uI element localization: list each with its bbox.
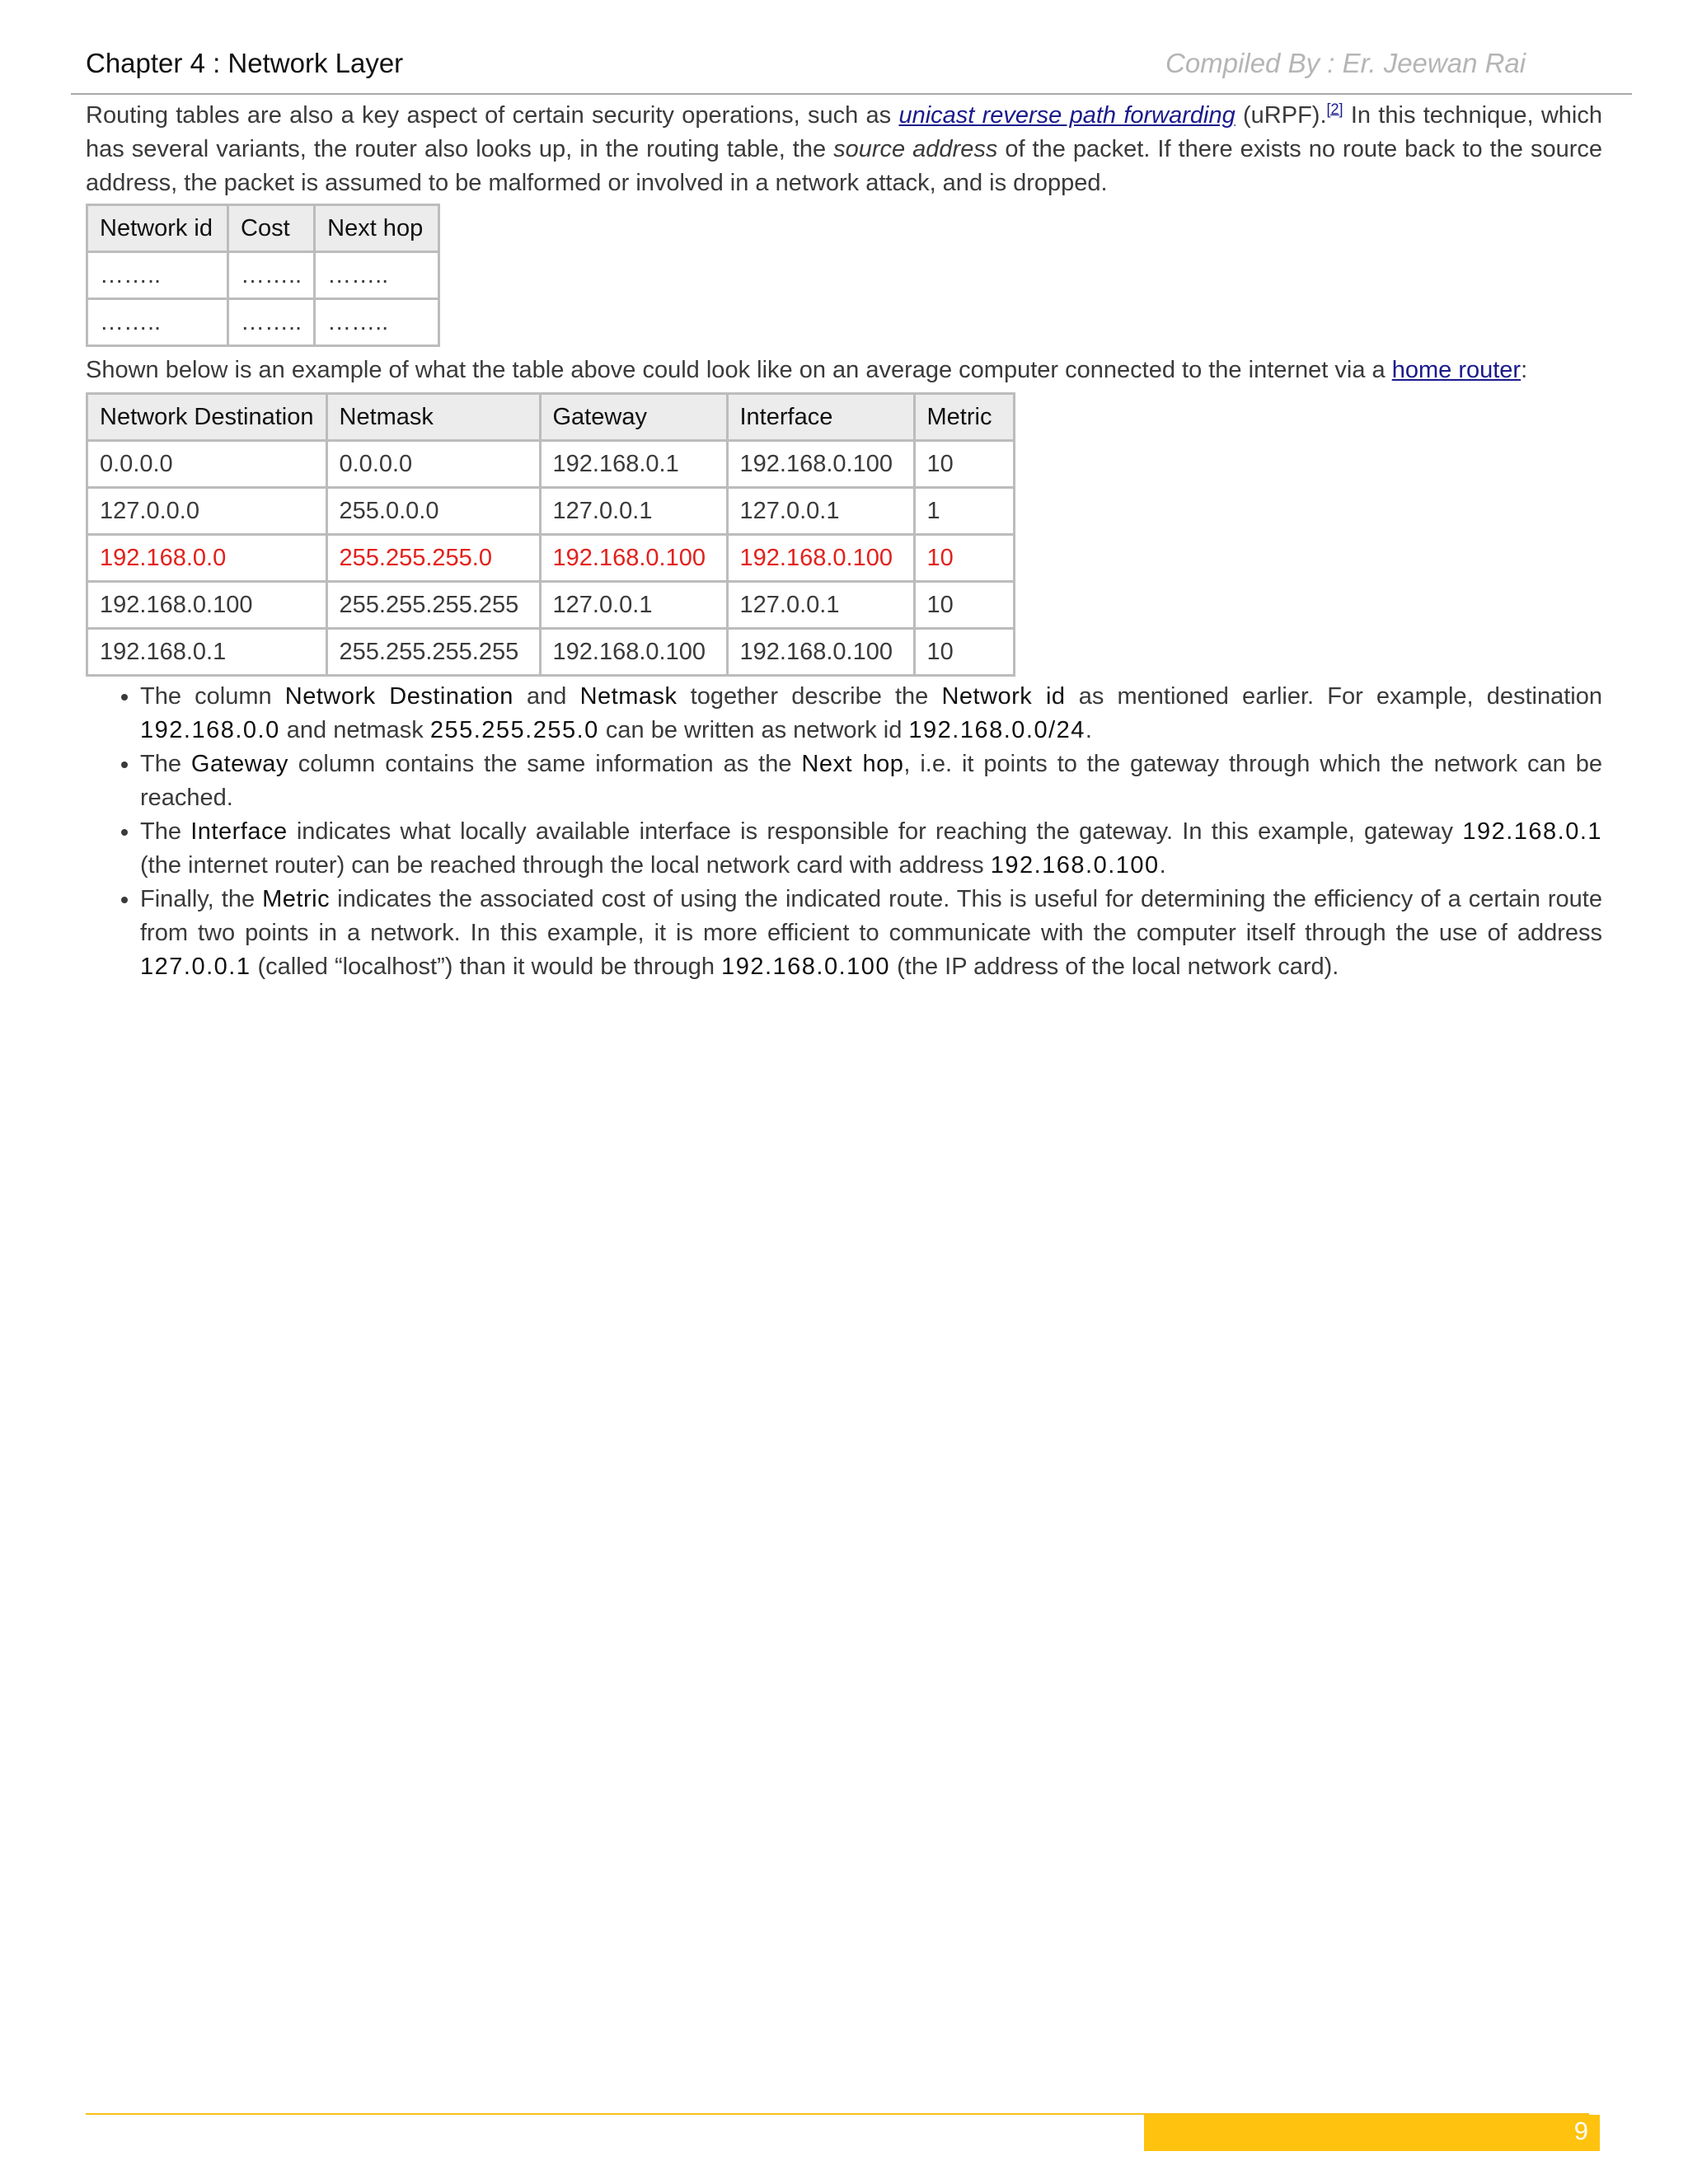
- table-cell: 0.0.0.0: [326, 441, 540, 488]
- source-address-term: source address: [833, 136, 998, 162]
- table-cell: 127.0.0.1: [540, 582, 727, 629]
- term: Network id: [941, 683, 1066, 710]
- table-cell: 192.168.0.100: [87, 582, 327, 629]
- table-cell: 192.168.0.1: [540, 441, 727, 488]
- table-header-row: [87, 394, 1015, 441]
- table-row: [87, 488, 1015, 535]
- table-cell: 10: [914, 582, 1014, 629]
- compiled-by: Compiled By : Er. Jeewan Rai: [1165, 48, 1526, 78]
- table-cell: 192.168.0.100: [540, 535, 727, 582]
- column-header: Network Destination: [87, 394, 327, 441]
- column-header: Network id: [87, 205, 228, 252]
- term: Gateway: [190, 751, 288, 777]
- ip-value: 192.168.0.0: [140, 717, 280, 743]
- table-row-highlighted: [87, 535, 1015, 582]
- table-cell: ……..: [315, 252, 439, 299]
- table-cell: 192.168.0.100: [540, 629, 727, 676]
- table-cell: 1: [914, 488, 1014, 535]
- list-item: • The Interface indicates what locally available interface is responsible for reaching the gateway. In this example, gateway 192.168.0.1 (the internet router) can be reached through the local network card with address 192.168.0.100.: [140, 815, 1602, 883]
- list-item: • The Gateway column contains the same information as the Next hop, i.e. it points to the gateway through which the network can be reached.: [140, 748, 1602, 815]
- page-header: [86, 48, 1615, 86]
- table-cell: 10: [914, 535, 1014, 582]
- table-row: [87, 252, 439, 299]
- list-item: • Finally, the Metric indicates the associated cost of using the indicated route. This is useful for determining the efficiency of a certain route from two points in a network. In this example, it is more efficient to communicate with the computer itself through the use of address 127.0.0.1 (called “localhost”) than it would be through 192.168.0.100 (the IP address of the local network card).: [140, 883, 1602, 984]
- table-cell: 192.168.0.100: [727, 441, 914, 488]
- ip-value: 192.168.0.100: [990, 852, 1160, 879]
- table-cell: ……..: [87, 252, 228, 299]
- table-cell: 127.0.0.1: [727, 582, 914, 629]
- example-text: Shown below is an example of what the table above could look like on an average computer connected to the internet via a: [86, 357, 1392, 383]
- routing-table-example: [86, 392, 1015, 677]
- intro-text: of the packet. If there exists no route back to the source address, the packet is assumed to be malformed or involved in a network attack, and is dropped.: [86, 136, 1602, 196]
- example-text: :: [1521, 357, 1528, 383]
- intro-text: (uRPF).: [1235, 102, 1327, 129]
- ip-value: 192.168.0.100: [721, 954, 891, 980]
- table-row: [87, 629, 1015, 676]
- column-header: Netmask: [326, 394, 540, 441]
- table-row: [87, 441, 1015, 488]
- ip-value: 127.0.0.1: [140, 954, 251, 980]
- intro-text: In this technique, which has several variants, the router also looks up, in the routing table, the: [86, 102, 1602, 162]
- column-header: Interface: [727, 394, 914, 441]
- page-number: 9: [1573, 2116, 1588, 2145]
- table-row: [87, 299, 439, 346]
- page-number-box: [1144, 2115, 1600, 2151]
- table-cell: ……..: [315, 299, 439, 346]
- page-body: [86, 99, 1602, 984]
- column-header: Metric: [914, 394, 1014, 441]
- table-cell: 255.255.255.255: [326, 582, 540, 629]
- routing-table-template: [86, 204, 440, 347]
- table-cell: 255.0.0.0: [326, 488, 540, 535]
- ip-value: 192.168.0.0/24: [908, 717, 1085, 743]
- chapter-title: Chapter 4 : Network Layer: [86, 48, 404, 78]
- column-header: Next hop: [315, 205, 439, 252]
- home-router-link[interactable]: home router: [1391, 357, 1522, 383]
- ip-value: 255.255.255.0: [429, 717, 599, 743]
- table-cell: ……..: [228, 252, 315, 299]
- explanation-list: [86, 680, 1602, 984]
- table-cell: 192.168.0.100: [727, 535, 914, 582]
- table-cell: ……..: [228, 299, 315, 346]
- term: Next hop: [801, 751, 904, 777]
- table-cell: 127.0.0.1: [540, 488, 727, 535]
- ip-value: 192.168.0.1: [1462, 818, 1603, 845]
- table-cell: 192.168.0.100: [727, 629, 914, 676]
- column-header: Gateway: [540, 394, 727, 441]
- table-row: [87, 582, 1015, 629]
- table-cell: 127.0.0.0: [87, 488, 327, 535]
- table-cell: 127.0.0.1: [727, 488, 914, 535]
- example-intro: [86, 354, 1602, 387]
- table-cell: 255.255.255.0: [326, 535, 540, 582]
- list-item: • The column Network Destination and Netmask together describe the Network id as mentioned earlier. For example, destination 192.168.0.0 and netmask 255.255.255.0 can be written as network id 192.168.0.0/24.: [140, 680, 1602, 748]
- table-header-row: [87, 205, 439, 252]
- table-cell: 0.0.0.0: [87, 441, 327, 488]
- table-cell: 192.168.0.0: [87, 535, 327, 582]
- term: Metric: [262, 886, 331, 912]
- urpf-link[interactable]: unicast reverse path forwarding: [898, 102, 1236, 129]
- intro-paragraph: [86, 99, 1602, 200]
- table-cell: 255.255.255.255: [326, 629, 540, 676]
- table-cell: 10: [914, 629, 1014, 676]
- table-cell: 10: [914, 441, 1014, 488]
- reference-link[interactable]: [2]: [1326, 101, 1343, 118]
- header-divider: [71, 93, 1632, 95]
- table-cell: ……..: [87, 299, 228, 346]
- term: Network Destination: [284, 683, 513, 710]
- term: Interface: [190, 818, 288, 845]
- table-cell: 192.168.0.1: [87, 629, 327, 676]
- term: Netmask: [579, 683, 678, 710]
- intro-text: Routing tables are also a key aspect of certain security operations, such as: [86, 102, 899, 129]
- column-header: Cost: [228, 205, 315, 252]
